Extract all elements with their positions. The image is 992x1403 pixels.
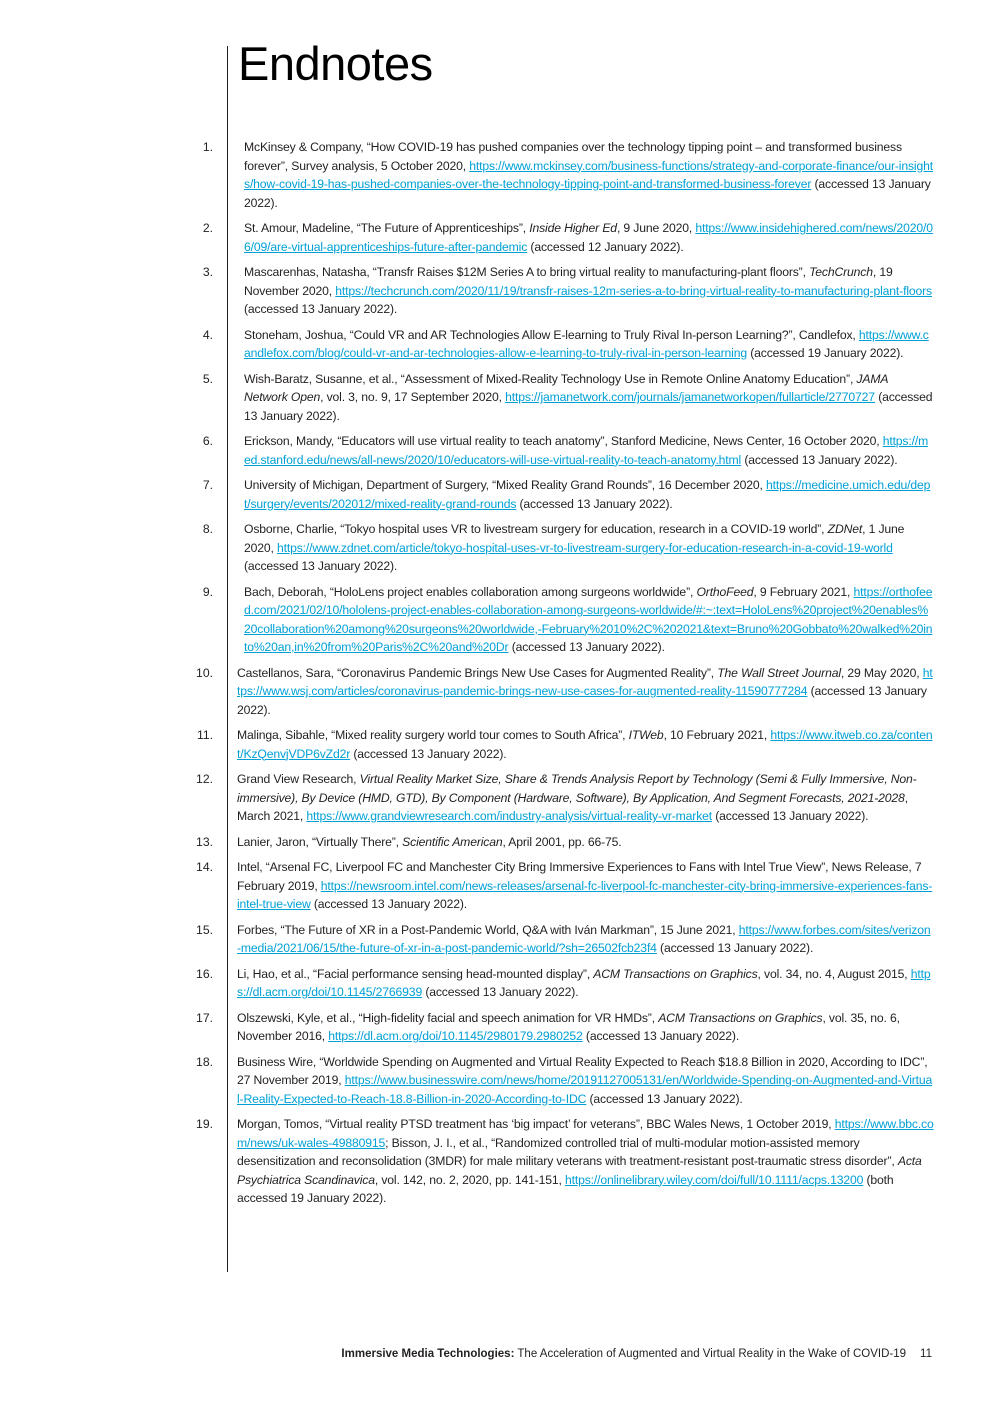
- endnote-text-segment: (accessed 13 January 2022).: [244, 302, 398, 316]
- endnote-italic-title: ITWeb: [628, 728, 664, 742]
- endnote-text-segment: Grand View Research,: [237, 772, 360, 786]
- endnote-text: [237, 965, 934, 1002]
- endnote-link[interactable]: https://medicine.umich.edu/dept/surgery/events/202012/mixed-reality-grand-rounds: [244, 478, 931, 511]
- endnote-number: 5.: [202, 371, 213, 386]
- endnote-item: [0, 326, 992, 363]
- endnote-text-segment: (accessed 13 January 2022).: [516, 496, 673, 511]
- endnote-text-segment: Castellanos, Sara, “Coronavirus Pandemic Brings New Use Cases for Augmented Reality”,: [237, 665, 718, 680]
- endnote-text-segment: (accessed 13 January 2022).: [582, 1029, 740, 1043]
- endnote-number: 4.: [202, 327, 213, 342]
- page-title: Endnotes: [238, 37, 433, 90]
- endnote-text-segment: Osborne, Charlie, “Tokyo hospital uses VR to livestream surgery for education, research in a COVID-19 world”,: [244, 522, 828, 536]
- endnote-text: [237, 858, 934, 914]
- endnote-item: [0, 263, 992, 319]
- endnote-number: 3.: [202, 265, 213, 279]
- endnote-text: [237, 770, 934, 826]
- endnote-text-segment: , March 2021,: [237, 790, 908, 823]
- endnote-italic-title: ACM Transactions on Graphics: [593, 966, 758, 981]
- endnote-text: [237, 664, 934, 720]
- endnote-italic-title: Acta Psychiatrica Scandinavica: [237, 1154, 922, 1187]
- endnote-link[interactable]: https://www.forbes.com/sites/verizon-media/2021/06/15/the-future-of-xr-in-a-post-pandemic-world/?sh=26502fcb23f4: [237, 922, 931, 955]
- footer-series: Immersive Media Technologies:: [341, 1348, 515, 1360]
- endnote-text-segment: , 9 February 2021,: [753, 584, 854, 599]
- endnote-text-segment: , 29 May 2020,: [840, 665, 923, 680]
- endnote-text-segment: Malinga, Sibahle, “Mixed reality surgery world tour comes to South Africa”,: [237, 728, 629, 742]
- endnote-text-segment: Lanier, Jaron, “Virtually There”,: [237, 834, 403, 849]
- endnote-text: [244, 263, 934, 319]
- endnote-number: 8.: [202, 522, 213, 536]
- endnote-number: 7.: [202, 478, 213, 492]
- endnote-text-segment: St. Amour, Madeline, “The Future of Apprenticeships”,: [244, 221, 530, 235]
- endnote-item: [0, 921, 992, 958]
- endnote-text-segment: Wish-Baratz, Susanne, et al., “Assessment of Mixed-Reality Technology Use in Remote Online Anatomy Education”,: [244, 371, 857, 386]
- endnote-italic-title: TechCrunch: [809, 265, 873, 279]
- endnote-italic-title: JAMA Network Open: [244, 371, 888, 404]
- endnote-text: [237, 726, 934, 763]
- endnote-link[interactable]: https://dl.acm.org/doi/10.1145/2980179.2980252: [328, 1029, 583, 1043]
- endnote-link[interactable]: https://www.grandviewresearch.com/industry-analysis/virtual-reality-vr-market: [306, 809, 713, 823]
- endnote-text: [237, 1115, 934, 1208]
- endnote-text-segment: (accessed 13 January 2022).: [244, 177, 931, 210]
- endnote-link[interactable]: https://www.wsj.com/articles/coronavirus-pandemic-brings-new-use-cases-for-augmented-reality-11590777284: [237, 665, 933, 698]
- endnotes-list: [0, 138, 992, 1215]
- endnote-text: [237, 921, 934, 958]
- endnote-text-segment: Erickson, Mandy, “Educators will use virtual reality to teach anatomy”, Stanford Medicine, News Center, 16 October 2020,: [244, 434, 883, 448]
- endnote-text-segment: University of Michigan, Department of Surgery, “Mixed Reality Grand Rounds”, 16 December 2020,: [244, 478, 767, 492]
- endnote-number: 6.: [202, 434, 213, 448]
- endnote-text-segment: McKinsey & Company, “How COVID-19 has pushed companies over the technology tipping point – and transformed business forever”, Survey analysis, 5 October 2020,: [244, 140, 902, 173]
- endnote-number: 17.: [196, 1010, 213, 1025]
- endnote-number: 9.: [202, 584, 213, 599]
- endnote-text-segment: , vol. 34, no. 4, August 2015,: [757, 966, 911, 981]
- endnote-link[interactable]: https://www.zdnet.com/article/tokyo-hospital-uses-vr-to-livestream-surgery-for-education-research-in-a-covid-19-world: [277, 540, 893, 555]
- endnote-text-segment: (accessed 12 January 2022).: [527, 239, 684, 254]
- endnote-text-segment: Li, Hao, et al., “Facial performance sensing head-mounted display”,: [237, 966, 594, 981]
- endnote-text-segment: ; Bisson, J. I., et al., “Randomized controlled trial of multi-modular motion-assisted memory desensitization and reconsolidation (3MDR) for male military veterans with treatment-resistant post-traumatic stress disorder”,: [237, 1135, 898, 1168]
- endnote-link[interactable]: https://www.itweb.co.za/content/KzQenvjVDP6vZd2r: [237, 728, 933, 761]
- endnote-text-segment: (accessed 13 January 2022).: [244, 559, 398, 573]
- endnote-link[interactable]: https://www.insidehighered.com/news/2020/06/09/are-virtual-apprenticeships-future-after-pandemic: [244, 221, 933, 254]
- endnote-item: [0, 726, 992, 763]
- endnote-text-segment: Olszewski, Kyle, et al., “High-fidelity facial and speech animation for VR HMDs”,: [237, 1010, 659, 1025]
- endnote-item: [0, 1053, 992, 1109]
- endnote-text-segment: , 9 June 2020,: [616, 221, 696, 235]
- endnote-text-segment: Business Wire, “Worldwide Spending on Augmented and Virtual Reality Expected to Reach $18.8 Billion in 2020, According to IDC”, 27 November 2019,: [237, 1054, 928, 1087]
- endnote-link[interactable]: https://www.businesswire.com/news/home/20191127005131/en/Worldwide-Spending-on-Augmented-and-Virtual-Reality-Expected-to-Reach-18.8-Billion-in-2020-According-to-IDC: [237, 1073, 933, 1106]
- endnote-item: [0, 1115, 992, 1208]
- endnote-text: [237, 833, 934, 852]
- endnote-number: 11.: [196, 728, 213, 742]
- endnote-italic-title: OrthoFeed: [696, 584, 754, 599]
- endnote-text-segment: (accessed 19 January 2022).: [746, 346, 904, 360]
- endnote-text-segment: (accessed 13 January 2022).: [244, 390, 933, 423]
- endnote-text: [244, 476, 934, 513]
- endnote-link[interactable]: https://newsroom.intel.com/news-releases/arsenal-fc-liverpool-fc-manchester-city-bring-immersive-experiences-fans-intel-true-view: [237, 878, 933, 911]
- endnote-italic-title: ZDNet: [827, 522, 863, 536]
- endnote-link[interactable]: https://techcrunch.com/2020/11/19/transfr-raises-12m-series-a-to-bring-virtual-reality-to-manufacturing-plant-floors: [335, 283, 932, 298]
- endnote-link[interactable]: https://orthofeed.com/2021/02/10/hololens-project-enables-collaboration-among-surgeons-worldwide/#:~:text=HoloLens%20project%20enables%20collaboration%20among%20surgeons%20worldwide,-February%2010%2C%202021&text=Bruno%20Gobbato%20walked%20into%20an,in%20from%20Paris%2C%20and%20Dr: [244, 584, 933, 654]
- endnote-text-segment: , vol. 35, no. 6, November 2016,: [237, 1010, 900, 1043]
- endnote-item: [0, 965, 992, 1002]
- endnote-text-segment: (accessed 13 January 2022).: [741, 452, 898, 467]
- endnote-link[interactable]: https://onlinelibrary.wiley.com/doi/full/10.1111/acps.13200: [564, 1172, 864, 1187]
- endnote-text: [244, 138, 934, 212]
- endnote-item: [0, 476, 992, 513]
- endnote-text-segment: (accessed 13 January 2022).: [656, 941, 814, 955]
- endnote-item: [0, 138, 992, 212]
- endnote-text-segment: Forbes, “The Future of XR in a Post-Pandemic World, Q&A with Iván Markman”, 15 June 2021,: [237, 922, 739, 937]
- endnote-number: 19.: [196, 1117, 213, 1131]
- endnote-text-segment: , 1 June 2020,: [244, 522, 905, 555]
- endnote-number: 15.: [196, 922, 213, 937]
- endnote-italic-title: Scientific American: [402, 834, 503, 849]
- endnote-item: [0, 432, 992, 469]
- endnote-text: [244, 326, 934, 363]
- endnote-text-segment: (accessed 13 January 2022).: [422, 985, 579, 999]
- endnote-item: [0, 833, 992, 852]
- endnote-number: 12.: [196, 772, 213, 786]
- endnote-text-segment: Stoneham, Joshua, “Could VR and AR Technologies Allow E-learning to Truly Rival In-person Learning?”, Candlefox,: [244, 327, 859, 342]
- endnote-text-segment: (accessed 13 January 2022).: [237, 684, 927, 717]
- endnote-item: [0, 1009, 992, 1046]
- endnote-text-segment: , 10 February 2021,: [663, 728, 771, 742]
- endnote-number: 1.: [202, 140, 213, 154]
- endnote-text-segment: Intel, “Arsenal FC, Liverpool FC and Manchester City Bring Immersive Experiences to Fans with Intel True View”, News Release, 7 February 2019,: [237, 860, 922, 893]
- endnote-link[interactable]: https://www.candlefox.com/blog/could-vr-and-ar-technologies-allow-e-learning-to-truly-rival-in-person-learning: [244, 327, 929, 360]
- endnote-text-segment: (accessed 13 January 2022).: [310, 897, 467, 911]
- endnote-number: 13.: [196, 834, 213, 849]
- endnote-link[interactable]: https://www.bbc.com/news/uk-wales-49880915: [237, 1117, 934, 1150]
- endnote-text-segment: , April 2001, pp. 66-75.: [502, 834, 622, 849]
- endnote-number: 10.: [196, 665, 213, 680]
- footer-subtitle: The Acceleration of Augmented and Virtual Reality in the Wake of COVID-19: [514, 1348, 907, 1360]
- endnote-link[interactable]: https://med.stanford.edu/news/all-news/2020/10/educators-will-use-virtual-reality-to-teach-anatomy.html: [244, 434, 929, 467]
- endnote-italic-title: ACM Transactions on Graphics: [658, 1010, 823, 1025]
- endnote-text-segment: (both accessed 19 January 2022).: [237, 1172, 894, 1205]
- endnote-text-segment: (accessed 13 January 2022).: [508, 640, 665, 654]
- endnote-item: [0, 583, 992, 657]
- endnote-text: [237, 1009, 934, 1046]
- endnote-link[interactable]: https://dl.acm.org/doi/10.1145/2766939: [237, 966, 931, 999]
- endnote-text: [244, 370, 934, 426]
- endnote-text: [244, 219, 934, 256]
- endnote-text: [244, 520, 934, 576]
- endnote-link[interactable]: https://www.mckinsey.com/business-functions/strategy-and-corporate-finance/our-insights/how-covid-19-has-pushed-companies-over-the-technology-tipping-point-and-transformed-business-forever: [244, 158, 933, 191]
- endnote-text-segment: (accessed 13 January 2022).: [350, 746, 507, 761]
- endnote-text-segment: , vol. 3, no. 9, 17 September 2020,: [320, 390, 506, 404]
- endnote-text-segment: (accessed 13 January 2022).: [586, 1091, 743, 1106]
- endnote-number: 2.: [202, 221, 213, 235]
- endnote-item: [0, 858, 992, 914]
- endnote-text-segment: , vol. 142, no. 2, 2020, pp. 141-151,: [374, 1172, 565, 1187]
- endnote-text-segment: Morgan, Tomos, “Virtual reality PTSD treatment has ‘big impact’ for veterans”, BBC Wales News, 1 October 2019,: [237, 1117, 835, 1131]
- endnote-text: [237, 1053, 934, 1109]
- endnote-italic-title: The Wall Street Journal: [717, 665, 841, 680]
- endnote-italic-title: Virtual Reality Market Size, Share & Trends Analysis Report by Technology (Semi & Fully Immersive, Non-immersive), By Device (HMD, GTD), By Component (Hardware, Software), By Application, And Segment Forecasts, 2021-2028: [237, 772, 917, 805]
- endnote-number: 18.: [196, 1054, 213, 1069]
- endnote-italic-title: Inside Higher Ed: [529, 221, 617, 235]
- endnote-item: [0, 520, 992, 576]
- endnote-text: [244, 583, 934, 657]
- endnote-text: [244, 432, 934, 469]
- endnote-item: [0, 664, 992, 720]
- page-number: 11: [920, 1348, 932, 1360]
- page-footer: [0, 1346, 932, 1362]
- endnote-number: 16.: [196, 966, 213, 981]
- endnote-text-segment: , 19 November 2020,: [244, 265, 893, 298]
- endnote-item: [0, 370, 992, 426]
- endnote-text-segment: Mascarenhas, Natasha, “Transfr Raises $12M Series A to bring virtual reality to manufacturing-plant floors”,: [244, 265, 810, 279]
- endnote-link[interactable]: https://jamanetwork.com/journals/jamanetworkopen/fullarticle/2770727: [505, 390, 875, 404]
- endnote-item: [0, 219, 992, 256]
- endnote-text-segment: (accessed 13 January 2022).: [712, 809, 869, 823]
- endnote-text-segment: Bach, Deborah, “HoloLens project enables collaboration among surgeons worldwide”,: [244, 584, 697, 599]
- endnote-number: 14.: [196, 860, 213, 874]
- endnote-item: [0, 770, 992, 826]
